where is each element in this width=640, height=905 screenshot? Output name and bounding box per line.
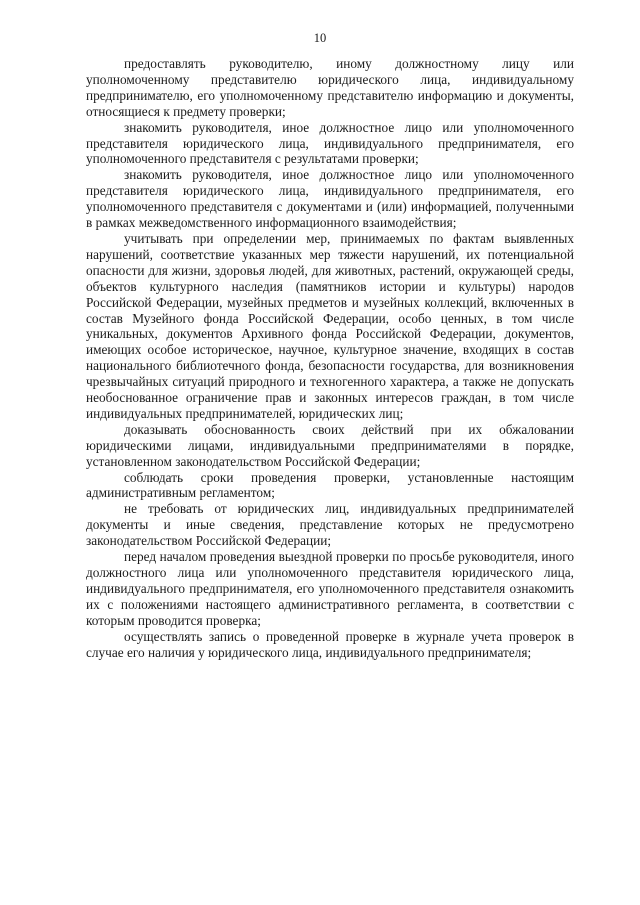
paragraph-familiarize-regulation: перед началом проведения выездной проверки по просьбе руководителя, иного должностного лица или уполномоченного представителя юридического лица, индивидуального предпринимателя, его уполномоченного представителя ознакомить их с положениями настоящего административного регламента, в соответствии с которым проводится проверка;	[86, 549, 574, 628]
paragraph-record-in-journal: осуществлять запись о проведенной проверке в журнале учета проверок в случае его наличия у юридического лица, индивидуального предпринимателя;	[86, 628, 574, 660]
document-body	[86, 56, 574, 660]
paragraph-acquaint-with-results: знакомить руководителя, иное должностное лицо или уполномоченного представителя юридического лица, индивидуального предпринимателя, его уполномоченного представителя с результатами проверки;	[86, 119, 574, 167]
paragraph-consider-measures: учитывать при определении мер, принимаемых по фактам выявленных нарушений, соответствие указанных мер тяжести нарушений, их потенциальной опасности для жизни, здоровья людей, для животных, растений, окружающей среды, объектов культурного наследия (памятников истории и культуры) народов Российской Федерации, музейных предметов и музейных коллекций, включенных в состав Музейного фонда Российской Федерации, особо ценных, в том числе уникальных, документов Архивного фонда Российской Федерации, документов, имеющих особое историческое, научное, культурное значение, входящих в состав национального библиотечного фонда, безопасности государства, для возникновения чрезвычайных ситуаций природного и техногенного характера, а также не допускать необоснованное ограничение прав и законных интересов граждан, в том числе индивидуальных предпринимателей, юридических лиц;	[86, 230, 574, 421]
paragraph-observe-deadlines: соблюдать сроки проведения проверки, установленные настоящим административным регламентом;	[86, 469, 574, 501]
paragraph-provide-information: предоставлять руководителю, иному должностному лицу или уполномоченному представителю юридического лица, индивидуальному предпринимателю, его уполномоченному представителю информацию и документы, относящиеся к предмету проверки;	[86, 56, 574, 119]
page-number: 10	[313, 31, 327, 45]
paragraph-not-require-documents: не требовать от юридических лиц, индивидуальных предпринимателей документы и иные сведения, представление которых не предусмотрено законодательством Российской Федерации;	[86, 501, 574, 549]
paragraph-prove-validity: доказывать обоснованность своих действий при их обжаловании юридическими лицами, индивидуальными предпринимателями в порядке, установленном законодательством Российской Федерации;	[86, 421, 574, 469]
paragraph-acquaint-with-documents: знакомить руководителя, иное должностное лицо или уполномоченного представителя юридического лица, индивидуального предпринимателя, его уполномоченного представителя с документами и (или) информацией, полученными в рамках межведомственного информационного взаимодействия;	[86, 167, 574, 231]
